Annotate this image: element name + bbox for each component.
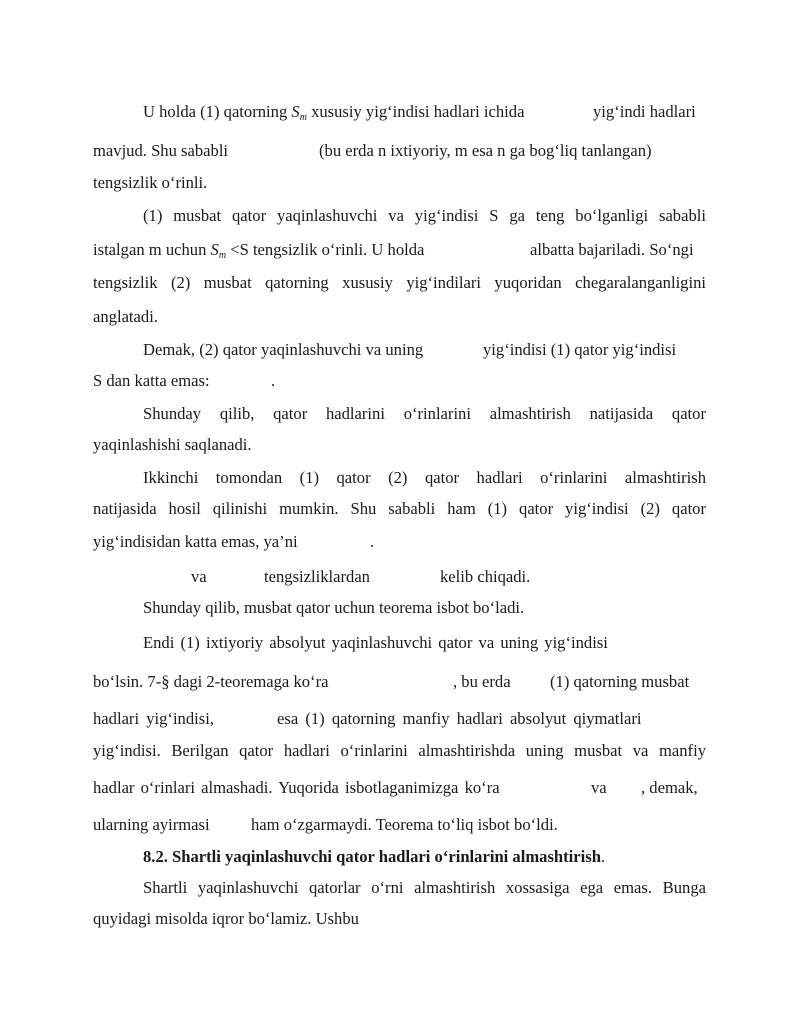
math-symbol: S <box>210 240 219 259</box>
text-line: yig‘indisi. Berilgan qator hadlari o‘rinlarini almashtirishda uning musbat va manfiy <box>93 741 706 760</box>
text-run: . <box>600 847 606 866</box>
text-run: Endi (1) ixtiyoriy absolyut yaqinlashuvchi qator va uning yig‘indisi <box>143 633 608 652</box>
math-subscript: m <box>218 250 227 261</box>
text-run: ham o‘zgarmaydi. Teorema to‘liq isbot bo‘ldi. <box>251 815 558 834</box>
text-run: . <box>271 371 276 390</box>
text-run: xususiy yig‘indisi hadlari ichida <box>306 102 525 121</box>
text-line: anglatadi. <box>93 307 158 326</box>
text-line <box>93 238 706 262</box>
text-run: <S tengsizlik o‘rinli. U holda <box>226 240 425 259</box>
text-run: S dan katta emas: <box>93 371 210 390</box>
text-line: tengsizlik (2) musbat qatorning xususiy yig‘indilari yuqoridan chegaralanganligini <box>93 273 706 292</box>
text-line <box>143 631 706 655</box>
text-run: va <box>591 778 607 797</box>
text-line <box>143 338 706 362</box>
text-run: hadlar o‘rinlari almashadi. Yuqorida isbotlaganimizga ko‘ra <box>93 778 500 797</box>
text-run: yig‘indisidan katta emas, ya’ni <box>93 532 298 551</box>
text-run: albatta bajariladi. So‘ngi <box>530 240 694 259</box>
text-line <box>93 530 706 554</box>
text-run: . <box>370 532 375 551</box>
text-line: (1) musbat qator yaqinlashuvchi va yig‘indisi S ga teng bo‘lganligi sababli <box>143 206 706 225</box>
text-run: ularning ayirmasi <box>93 815 210 834</box>
text-line <box>93 707 706 731</box>
text-run: , demak, <box>641 778 698 797</box>
math-subscript: m <box>299 112 307 123</box>
text-run: , bu erda <box>453 672 511 691</box>
text-run: tengsizliklardan <box>264 567 370 586</box>
section-heading-text: 8.2. Shartli yaqinlashuvchi qator hadlari o‘rinlarini almashtirish <box>143 847 601 866</box>
text-line <box>93 776 706 800</box>
text-run: kelib chiqadi. <box>440 567 531 586</box>
text-run: esa (1) qatorning manfiy hadlari absolyut qiymatlari <box>277 709 642 728</box>
text-run: (bu erda n ixtiyoriy, m esa n ga bog‘liq tanlangan) <box>319 141 652 160</box>
text-run: va <box>191 567 207 586</box>
text-line: Shartli yaqinlashuvchi qatorlar o‘rni almashtirish xossasiga ega emas. Bunga <box>143 878 706 897</box>
text-run: mavjud. Shu sababli <box>93 141 229 160</box>
text-line <box>93 813 706 837</box>
section-heading <box>143 845 706 869</box>
text-line <box>93 670 706 694</box>
text-line <box>93 369 706 393</box>
text-run: istalgan m uchun <box>93 240 211 259</box>
text-run: (1) qatorning musbat <box>550 672 690 691</box>
text-line: tengsizlik o‘rinli. <box>93 173 208 192</box>
text-line <box>143 100 706 124</box>
math-symbol: S <box>291 102 300 121</box>
text-run: Demak, (2) qator yaqinlashuvchi va uning <box>143 340 424 359</box>
text-line: yaqinlashishi saqlanadi. <box>93 435 252 454</box>
text-line <box>93 565 706 589</box>
text-line: quyidagi misolda iqror bo‘lamiz. Ushbu <box>93 909 359 928</box>
text-run: hadlari yig‘indisi, <box>93 709 214 728</box>
text-run: U holda (1) qatorning <box>143 102 292 121</box>
text-line <box>93 139 706 163</box>
text-run: yig‘indi hadlari <box>593 102 696 121</box>
text-line: Shunday qilib, qator hadlarini o‘rinlarini almashtirish natijasida qator <box>143 404 706 423</box>
text-run: yig‘indisi (1) qator yig‘indisi <box>483 340 677 359</box>
text-line: Shunday qilib, musbat qator uchun teorema isbot bo‘ladi. <box>143 598 525 617</box>
text-run: bo‘lsin. 7-§ dagi 2-teoremaga ko‘ra <box>93 672 329 691</box>
text-line: natijasida hosil qilinishi mumkin. Shu sababli ham (1) qator yig‘indisi (2) qator <box>93 499 706 518</box>
text-line: Ikkinchi tomondan (1) qator (2) qator hadlari o‘rinlarini almashtirish <box>143 468 706 487</box>
